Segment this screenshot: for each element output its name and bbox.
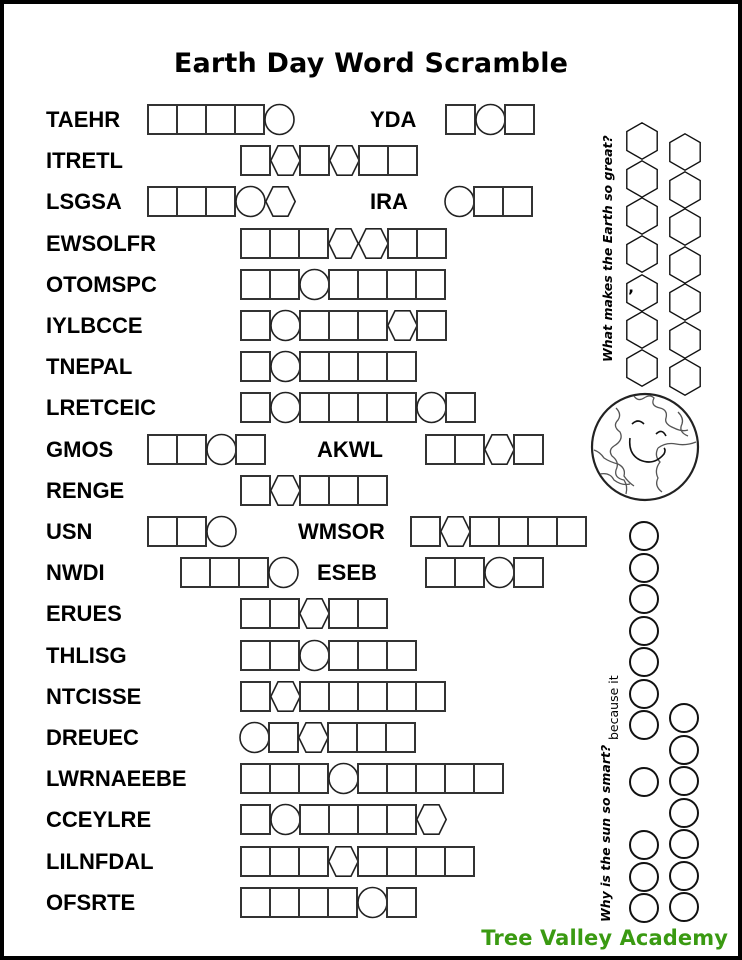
answer-cells-akwl <box>425 434 544 465</box>
answer-cells-ewsolfr <box>240 228 447 259</box>
letter-box[interactable] <box>328 804 359 835</box>
letter-box[interactable] <box>176 186 207 217</box>
letter-hexagon[interactable] <box>328 846 359 877</box>
letter-box[interactable] <box>147 516 178 547</box>
letter-circle[interactable] <box>629 553 659 583</box>
letter-box[interactable] <box>357 392 388 423</box>
letter-circle[interactable] <box>270 351 301 382</box>
letter-box[interactable] <box>358 145 389 176</box>
letter-box[interactable] <box>357 804 388 835</box>
letter-box[interactable] <box>445 104 476 135</box>
answer-cells-lsgsa <box>147 186 296 217</box>
letter-box[interactable] <box>240 804 271 835</box>
answer-cells-erues <box>240 598 388 629</box>
smiling-earth-icon <box>586 390 704 502</box>
letter-box[interactable] <box>269 228 300 259</box>
letter-box[interactable] <box>415 681 446 712</box>
letter-hexagon[interactable] <box>626 160 658 198</box>
scrambled-word-eseb: ESEB <box>317 560 377 586</box>
letter-box[interactable] <box>556 516 587 547</box>
letter-box[interactable] <box>240 681 271 712</box>
letter-circle[interactable] <box>299 640 330 671</box>
letter-box[interactable] <box>357 763 388 794</box>
letter-box[interactable] <box>357 681 388 712</box>
letter-box[interactable] <box>238 557 269 588</box>
letter-box[interactable] <box>416 310 447 341</box>
letter-circle[interactable] <box>669 892 699 922</box>
brand-logo: Tree Valley Academy <box>481 926 728 950</box>
scrambled-word-iylbcce: IYLBCCE <box>46 313 143 338</box>
letter-circle[interactable] <box>444 186 475 217</box>
letter-box[interactable] <box>298 846 329 877</box>
letter-box[interactable] <box>386 392 417 423</box>
letter-box[interactable] <box>425 434 456 465</box>
letter-box[interactable] <box>269 269 300 300</box>
letter-box[interactable] <box>445 392 476 423</box>
letter-circle[interactable] <box>206 434 237 465</box>
letter-hexagon[interactable] <box>270 475 301 506</box>
letter-box[interactable] <box>387 228 418 259</box>
worksheet-page <box>4 4 738 956</box>
answer-cells-ira <box>445 186 533 217</box>
scrambled-word-ewsolfr: EWSOLFR <box>46 230 156 256</box>
letter-hexagon[interactable] <box>669 321 701 359</box>
letter-circle[interactable] <box>629 862 659 892</box>
letter-circle[interactable] <box>669 798 699 828</box>
answer-cells-lretceic <box>240 392 476 423</box>
letter-hexagon[interactable] <box>440 516 471 547</box>
letter-box[interactable] <box>328 351 359 382</box>
scrambled-word-nwdi: NWDI <box>46 560 105 586</box>
scrambled-word-gmos: GMOS <box>46 436 114 462</box>
letter-box[interactable] <box>356 722 387 753</box>
letter-box[interactable] <box>240 640 271 671</box>
letter-circle[interactable] <box>235 186 266 217</box>
scrambled-word-akwl: AKWL <box>317 436 383 462</box>
scrambled-word-yda: YDA <box>370 107 417 132</box>
answer-cells-lilnfdal <box>240 846 475 877</box>
letter-box[interactable] <box>527 516 558 547</box>
answer-cells-taehr <box>147 104 295 135</box>
letter-box[interactable] <box>357 598 388 629</box>
scrambled-word-thlisg: THLISG <box>46 642 127 668</box>
answer-cells-dreuec <box>240 722 416 753</box>
letter-box[interactable] <box>235 434 266 465</box>
letter-box[interactable] <box>386 887 417 918</box>
letter-circle[interactable] <box>270 310 301 341</box>
letter-hexagon[interactable] <box>669 246 701 284</box>
letter-hexagon[interactable] <box>387 310 418 341</box>
letter-circle[interactable] <box>629 616 659 646</box>
letter-box[interactable] <box>357 846 388 877</box>
letter-box[interactable] <box>240 763 271 794</box>
letter-box[interactable] <box>299 681 330 712</box>
letter-circle[interactable] <box>629 647 659 677</box>
letter-circle[interactable] <box>270 392 301 423</box>
answer-cells-ntcisse <box>240 681 446 712</box>
letter-box[interactable] <box>205 186 236 217</box>
letter-box[interactable] <box>386 804 417 835</box>
letter-box[interactable] <box>473 186 504 217</box>
letter-box[interactable] <box>328 392 359 423</box>
scrambled-word-renge: RENGE <box>46 477 125 503</box>
letter-box[interactable] <box>357 310 388 341</box>
letter-box[interactable] <box>268 722 299 753</box>
letter-circle[interactable] <box>669 703 699 733</box>
letter-box[interactable] <box>444 763 475 794</box>
scrambled-word-lwrnaeebe: LWRNAEEBE <box>46 766 187 792</box>
letter-box[interactable] <box>269 846 300 877</box>
letter-circle[interactable] <box>629 584 659 614</box>
letter-circle[interactable] <box>299 269 330 300</box>
letter-box[interactable] <box>357 269 388 300</box>
letter-box[interactable] <box>328 681 359 712</box>
letter-hexagon[interactable] <box>298 722 329 753</box>
letter-box[interactable] <box>240 392 271 423</box>
letter-box[interactable] <box>240 846 271 877</box>
letter-box[interactable] <box>410 516 441 547</box>
letter-box[interactable] <box>298 763 329 794</box>
letter-box[interactable] <box>147 434 178 465</box>
letter-box[interactable] <box>240 145 271 176</box>
letter-hexagon[interactable] <box>626 197 658 235</box>
answer-cells-otomspc <box>240 269 446 300</box>
scrambled-word-usn: USN <box>46 519 93 544</box>
letter-box[interactable] <box>498 516 529 547</box>
earth-riddle-question: What makes the Earth so great? <box>600 135 615 362</box>
letter-hexagon[interactable] <box>626 311 658 349</box>
letter-circle[interactable] <box>669 735 699 765</box>
answer-cells-tnepal <box>240 351 417 382</box>
letter-box[interactable] <box>299 351 330 382</box>
scrambled-word-taehr: TAEHR <box>46 107 121 132</box>
letter-box[interactable] <box>205 104 236 135</box>
letter-hexagon[interactable] <box>669 133 701 171</box>
letter-box[interactable] <box>444 846 475 877</box>
letter-box[interactable] <box>328 598 359 629</box>
letter-box[interactable] <box>513 434 544 465</box>
letter-circle[interactable] <box>669 861 699 891</box>
letter-box[interactable] <box>328 475 359 506</box>
letter-box[interactable] <box>513 557 544 588</box>
letter-box[interactable] <box>327 722 358 753</box>
letter-box[interactable] <box>416 228 447 259</box>
answer-cells-itretl <box>240 145 418 176</box>
letter-circle[interactable] <box>270 804 301 835</box>
letter-box[interactable] <box>387 145 418 176</box>
letter-circle[interactable] <box>629 893 659 923</box>
answer-cells-cceylre <box>240 804 447 835</box>
letter-box[interactable] <box>299 310 330 341</box>
letter-hexagon[interactable] <box>669 283 701 321</box>
letter-circle[interactable] <box>629 767 659 797</box>
letter-circle[interactable] <box>328 763 359 794</box>
letter-box[interactable] <box>147 186 178 217</box>
letter-hexagon[interactable] <box>358 228 389 259</box>
letter-box[interactable] <box>240 598 271 629</box>
letter-box[interactable] <box>386 763 417 794</box>
letter-box[interactable] <box>240 310 271 341</box>
letter-box[interactable] <box>299 392 330 423</box>
scrambled-word-cceylre: CCEYLRE <box>46 807 152 833</box>
letter-box[interactable] <box>180 557 211 588</box>
answer-cells-eseb <box>425 557 544 588</box>
letter-circle[interactable] <box>629 830 659 860</box>
scrambled-word-dreuec: DREUEC <box>46 725 139 750</box>
letter-hexagon[interactable] <box>669 208 701 246</box>
letter-box[interactable] <box>473 763 504 794</box>
answer-cells-wmsor <box>410 516 587 547</box>
letter-box[interactable] <box>176 434 207 465</box>
scrambled-word-itretl: ITRETL <box>46 148 123 174</box>
letter-box[interactable] <box>299 804 330 835</box>
answer-cells-lwrnaeebe <box>240 763 504 794</box>
letter-box[interactable] <box>386 269 417 300</box>
letter-circle[interactable] <box>669 829 699 859</box>
letter-circle[interactable] <box>484 557 515 588</box>
letter-box[interactable] <box>385 722 416 753</box>
sun-riddle-prefix: because it <box>606 675 621 740</box>
letter-box[interactable] <box>415 846 446 877</box>
letter-hexagon[interactable] <box>299 598 330 629</box>
letter-box[interactable] <box>240 228 271 259</box>
scrambled-word-erues: ERUES <box>46 601 122 627</box>
letter-hexagon[interactable] <box>265 186 296 217</box>
scrambled-word-wmsor: WMSOR <box>298 519 385 544</box>
letter-circle[interactable] <box>669 766 699 796</box>
letter-box[interactable] <box>357 475 388 506</box>
letter-box[interactable] <box>176 516 207 547</box>
letter-box[interactable] <box>328 310 359 341</box>
letter-box[interactable] <box>269 598 300 629</box>
answer-cells-renge <box>240 475 388 506</box>
answer-cells-nwdi <box>180 557 299 588</box>
scrambled-word-ira: IRA <box>370 189 408 215</box>
letter-box[interactable] <box>328 640 359 671</box>
answer-cells-yda <box>445 104 535 135</box>
letter-box[interactable] <box>240 269 271 300</box>
letter-box[interactable] <box>454 557 485 588</box>
page-title: Earth Day Word Scramble <box>173 48 569 79</box>
letter-box[interactable] <box>327 887 358 918</box>
letter-box[interactable] <box>357 351 388 382</box>
letter-box[interactable] <box>469 516 500 547</box>
answer-cells-usn <box>147 516 237 547</box>
letter-box[interactable] <box>504 104 535 135</box>
letter-box[interactable] <box>147 104 178 135</box>
letter-circle[interactable] <box>268 557 299 588</box>
letter-box[interactable] <box>386 846 417 877</box>
letter-circle[interactable] <box>416 392 447 423</box>
letter-hexagon[interactable] <box>484 434 515 465</box>
scrambled-word-otomspc: OTOMSPC <box>46 271 157 297</box>
letter-box[interactable] <box>234 104 265 135</box>
letter-box[interactable] <box>415 269 446 300</box>
letter-box[interactable] <box>386 681 417 712</box>
letter-circle[interactable] <box>206 516 237 547</box>
letter-circle[interactable] <box>629 679 659 709</box>
scrambled-word-lsgsa: LSGSA <box>46 189 122 215</box>
letter-box[interactable] <box>386 640 417 671</box>
scrambled-word-lretceic: LRETCEIC <box>46 395 156 421</box>
letter-box[interactable] <box>240 887 271 918</box>
letter-box[interactable] <box>209 557 240 588</box>
letter-circle[interactable] <box>629 710 659 740</box>
letter-circle[interactable] <box>264 104 295 135</box>
answer-cells-iylbcce <box>240 310 447 341</box>
letter-box[interactable] <box>176 104 207 135</box>
letter-hexagon[interactable] <box>626 235 658 273</box>
scrambled-word-ntcisse: NTCISSE <box>46 683 142 709</box>
letter-box[interactable] <box>454 434 485 465</box>
letter-box[interactable] <box>299 475 330 506</box>
letter-box[interactable] <box>415 763 446 794</box>
letter-box[interactable] <box>240 475 271 506</box>
sun-riddle-question: Why is the sun so smart? <box>598 744 613 922</box>
apostrophe: ’ <box>628 286 635 305</box>
letter-hexagon[interactable] <box>270 145 301 176</box>
letter-box[interactable] <box>299 145 330 176</box>
letter-box[interactable] <box>269 640 300 671</box>
letter-hexagon[interactable] <box>329 145 360 176</box>
letter-box[interactable] <box>298 228 329 259</box>
letter-hexagon[interactable] <box>328 228 359 259</box>
letter-hexagon[interactable] <box>626 349 658 387</box>
letter-circle[interactable] <box>475 104 506 135</box>
answer-cells-ofsrte <box>240 887 417 918</box>
answer-cells-thlisg <box>240 640 417 671</box>
letter-box[interactable] <box>298 887 329 918</box>
letter-box[interactable] <box>357 640 388 671</box>
letter-circle[interactable] <box>239 722 270 753</box>
answer-cells-gmos <box>147 434 266 465</box>
letter-circle[interactable] <box>357 887 388 918</box>
letter-hexagon[interactable] <box>626 122 658 160</box>
letter-box[interactable] <box>425 557 456 588</box>
letter-box[interactable] <box>502 186 533 217</box>
letter-box[interactable] <box>269 887 300 918</box>
letter-box[interactable] <box>328 269 359 300</box>
scrambled-word-tnepal: TNEPAL <box>46 354 133 380</box>
letter-box[interactable] <box>386 351 417 382</box>
scrambled-word-lilnfdal: LILNFDAL <box>46 848 154 874</box>
letter-hexagon[interactable] <box>416 804 447 835</box>
letter-circle[interactable] <box>629 521 659 551</box>
letter-hexagon[interactable] <box>270 681 301 712</box>
scrambled-word-ofsrte: OFSRTE <box>46 889 136 915</box>
letter-hexagon[interactable] <box>669 171 701 209</box>
letter-box[interactable] <box>240 351 271 382</box>
letter-box[interactable] <box>269 763 300 794</box>
